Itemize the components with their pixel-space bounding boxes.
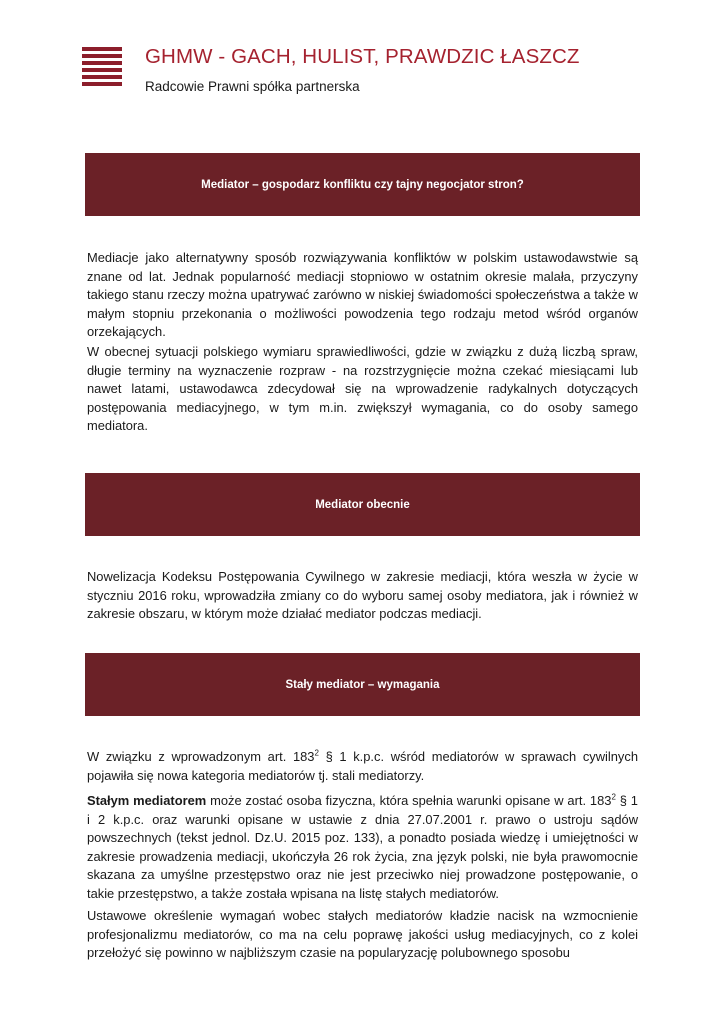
- firm-subtitle: Radcowie Prawni spółka partnerska: [145, 79, 360, 94]
- section-heading-text: Mediator – gospodarz konfliktu czy tajny negocjator stron?: [201, 178, 524, 191]
- section-heading-text: Stały mediator – wymagania: [285, 678, 440, 691]
- paragraph-current-situation: W obecnej sytuacji polskiego wymiaru sprawiedliwości, gdzie w związku z dużą liczbą spraw, długie terminy na wyznaczenie rozpraw - na rozstrzygnięcie można czekać miesiącami lub nawet latami, ustawodawca zdecydował się na wprowadzenie radykalnych dotyczących postępowania mediacyjnego, w tym m.in. zwiększył wymagania, co do osoby samego mediatora.: [87, 344, 638, 434]
- section-heading-permanent-mediator: [85, 653, 640, 716]
- firm-logo: [82, 47, 122, 89]
- paragraph-intro: Mediacje jako alternatywny sposób rozwiązywania konfliktów w polskim ustawodawstwie są znane od lat. Jednak popularność mediacji stopniowo w ostatnim okresie malała, przyczyny takiego stanu rzeczy można upatrywać zarówno w niskiej świadomości społeczeństwa a także w małym stopniu przekonania o możliwości powodzenia tego rodzaju metod wśród organów orzekających.: [87, 250, 638, 340]
- section-heading-mediator-now: [85, 473, 640, 536]
- paragraph-new-category: W związku z wprowadzonym art. $183^2$ § 1 k.p.c. wśród mediatorów w sprawach cywilnych pojawiła się nowa kategoria mediatorów tj. stali mediatorzy.: [87, 748, 638, 783]
- bold-term: Stałym mediatorem: [87, 793, 207, 808]
- paragraph-amendment: Nowelizacja Kodeksu Postępowania Cywilnego w zakresie mediacji, która weszła w życie w styczniu 2016 roku, wprowadziła zmiany co do wyboru samej osoby mediatora, jak i również w zakresie obszaru, w którym może działać mediator podczas mediacji.: [87, 569, 638, 622]
- section-heading-text: Mediator obecnie: [315, 498, 410, 511]
- firm-name: GHMW - GACH, HULIST, PRAWDZIC ŁASZCZ: [145, 45, 580, 68]
- paragraph-permanent-mediator-conditions: Stałym mediatorem może zostać osoba fizyczna, która spełnia warunki opisane w art. $183^2$ § 1 i 2 k.p.c. oraz warunki opisane w ustawie z dnia 27.07.2001 r. prawo o ustroju sądów powszechnych (tekst jednol. Dz.U. 2015 poz. 133), a ponadto posiada wiedzę i umiejętności w zakresie prowadzenia mediacji, ukończyła 26 rok życia, zna język polski, nie była prawomocnie skazana za umyślne przestępstwo oraz nie jest przeciwko niej prowadzone postępowanie, o takie przestępstwo, a także została wpisana na listę stałych mediatorów.: [87, 792, 638, 901]
- section-heading-mediator-role: [85, 153, 640, 216]
- paragraph-requirements-emphasis: Ustawowe określenie wymagań wobec stałych mediatorów kładzie nacisk na wzmocnienie profesjonalizmu mediatorów, co ma na celu poprawę jakości usług mediacyjnych, co z kolei przełożyć się powinno w najbliższym czasie na popularyzację polubownego sposobu: [87, 908, 638, 961]
